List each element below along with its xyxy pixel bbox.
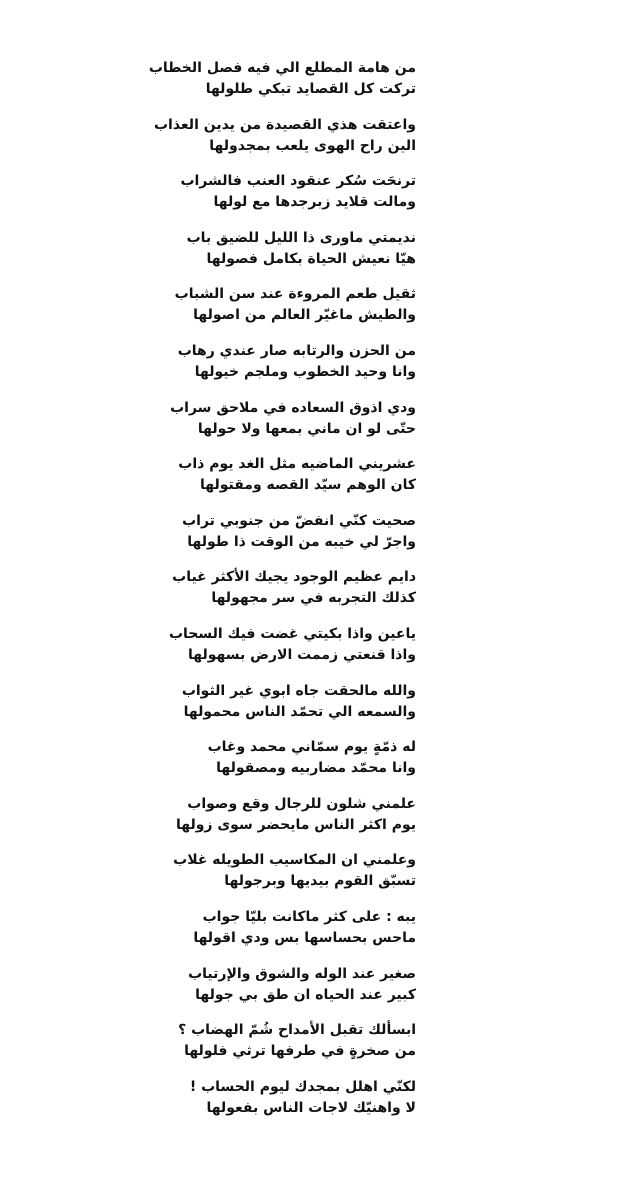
verse-line: لا واهنيّك لاجات الناس بفعولها	[206, 1099, 416, 1116]
verse-line: وانا محمّد مضاربيه ومصقولها	[216, 760, 416, 777]
verse-line: واعتقت هذي القصيدة من يدين العذاب	[153, 116, 416, 133]
stanza	[116, 454, 416, 510]
verse-line: ابسألك تقبل الأمداح شُمّ الهضاب ؟	[178, 1022, 416, 1039]
stanza	[116, 907, 416, 963]
verse-line: من صخرةٍ في طرفها ترثي فلولها	[184, 1043, 416, 1060]
verse-line: واجرّ لي خيبه من الوقت ذا طولها	[187, 533, 416, 550]
stanza	[116, 1020, 416, 1076]
stanza	[116, 737, 416, 793]
verse-line: الين راح الهوى يلعب بمجدولها	[209, 137, 416, 154]
verse-line: وعلمني ان المكاسيب الطويله غلاب	[173, 852, 416, 869]
verse-line: دايم عظيم الوجود يجيك الأكثر غياب	[172, 569, 416, 586]
verse-line: واذا قنعتي زممت الارض بسهولها	[188, 646, 416, 663]
verse-line: نديمتي ماورى ذا الليل للضيق باب	[186, 229, 416, 246]
stanza	[116, 228, 416, 284]
verse-line: لكنّي اهلل بمجدك ليوم الحساب !	[189, 1078, 416, 1095]
verse-line: ودي اذوق السعاده في ملاحق سراب	[170, 399, 416, 416]
stanza	[116, 567, 416, 623]
stanza	[116, 511, 416, 567]
verse-line: والطيش ماغيّر العالم من اصولها	[193, 307, 416, 324]
verse-line: ومالت قلايد زبرجدها مع لولها	[213, 194, 416, 211]
verse-line: علمني شلون للرجال وقع وصواب	[187, 795, 416, 812]
verse-line: تركت كل القصايد تبكي طلولها	[205, 81, 416, 97]
stanza	[116, 341, 416, 397]
stanza	[116, 964, 416, 1020]
poem	[116, 58, 416, 1133]
verse-line: عشريني الماضيه مثل الغد يوم ذاب	[178, 456, 416, 473]
stanza	[116, 115, 416, 171]
verse-line: ياعين واذا بكيتي غضت فيك السحاب	[168, 625, 416, 642]
verse-line: ترنحَت سُكر عنقود العنب فالشراب	[180, 173, 416, 190]
verse-line: حتّى لو ان ماني بمعها ولا حولها	[197, 420, 416, 437]
stanza	[116, 58, 416, 114]
verse-line: كذلك التجربه في سر مجهولها	[211, 590, 416, 607]
verse-line: له ذمّةٍ يوم سمّاني محمد وغاب	[207, 739, 416, 756]
stanza	[116, 850, 416, 906]
verse-line: صحيت كنّي انفضّ من جنوبي تراب	[182, 512, 416, 529]
verse-line: ماحس بحساسها بس ودي اقولها	[193, 929, 416, 946]
stanza	[116, 398, 416, 454]
verse-line: هيّا نعيش الحياة بكامل فصولها	[206, 250, 416, 267]
verse-line: والسمعه الي تحمّد الناس محمولها	[183, 703, 416, 720]
verse-line: والله مالحقت جاه ابوي غير الثواب	[181, 682, 416, 699]
verse-line: وانا وحيد الخطوب وملجم خيولها	[194, 363, 416, 380]
stanza	[116, 624, 416, 680]
verse-line: يوم اكثر الناس مايحضر سوى زولها	[175, 816, 416, 833]
stanza	[116, 284, 416, 340]
verse-line: صغير عند الوله والشوق والإرتياب	[188, 965, 416, 982]
verse-line: من هامة المطلع الي فيه فصل الخطاب	[148, 60, 416, 76]
verse-line: يبه : على كثر ماكانت بليّا جواب	[202, 908, 416, 925]
stanza	[116, 681, 416, 737]
stanza	[116, 1077, 416, 1133]
verse-line: كان الوهم سيّد القصه ومقتولها	[199, 477, 416, 494]
verse-line: ثقيل طعم المروءة عند سن الشباب	[174, 286, 416, 303]
verse-line: من الحزن والرتابه صار عندي رهاب	[177, 342, 416, 359]
verse-line: تسبّق القوم بيديها وبرجولها	[224, 873, 416, 890]
stanza	[116, 794, 416, 850]
stanza	[116, 171, 416, 227]
verse-line: كبير عند الحياه ان طق بي جولها	[195, 986, 416, 1003]
